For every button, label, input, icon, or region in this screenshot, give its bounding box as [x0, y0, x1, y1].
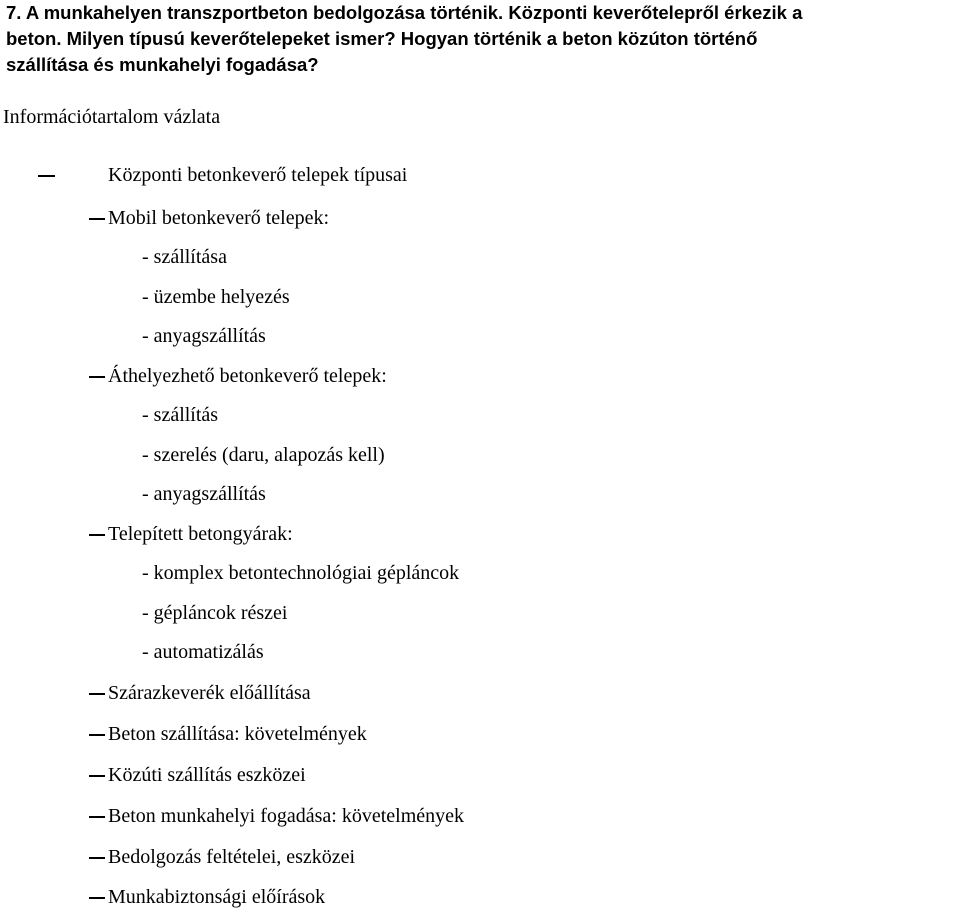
outline-item: [0, 601, 959, 625]
outline-item: [0, 640, 959, 664]
outline-item-text: Mobil betonkeverő telepek:: [108, 207, 330, 229]
outline-item: [0, 245, 959, 269]
dash-bullet: [38, 175, 55, 177]
dash-bullet: [89, 897, 105, 899]
outline-item: [0, 763, 959, 787]
outline-subitem-text: - szállítás: [142, 404, 219, 426]
outline-item: [0, 722, 959, 746]
outline-item-text: Közúti szállítás eszközei: [108, 764, 306, 786]
outline-item: [0, 163, 959, 187]
outline-item: [0, 206, 959, 230]
dash-bullet: [89, 218, 105, 220]
outline-item-text: Munkabiztonsági előírások: [108, 886, 326, 908]
outline-subitem-text: - automatizálás: [142, 641, 264, 663]
outline-item: [0, 681, 959, 705]
outline-subitem-text: - anyagszállítás: [142, 325, 266, 347]
outline-item: [0, 324, 959, 348]
outline-item: [0, 804, 959, 828]
dash-bullet: [89, 693, 105, 695]
outline-subitem-text: - szállítása: [142, 246, 227, 268]
outline-item-text: Telepített betongyárak:: [108, 523, 293, 545]
outline-item-text: Áthelyezhető betonkeverő telepek:: [108, 365, 387, 387]
dash-bullet: [89, 816, 105, 818]
dash-bullet: [89, 775, 105, 777]
outline-item: [0, 845, 959, 869]
dash-bullet: [89, 857, 105, 859]
dash-bullet: [89, 734, 105, 736]
dash-bullet: [89, 376, 105, 378]
outline-item-text: Szárazkeverék előállítása: [108, 682, 311, 704]
outline-item: [0, 885, 959, 909]
outline-item: [0, 482, 959, 506]
outline-heading: Információtartalom vázlata: [3, 106, 221, 128]
outline-subitem-text: - üzembe helyezés: [142, 286, 290, 308]
outline-item-text: Beton szállítása: követelmények: [108, 723, 367, 745]
outline-item-text: Központi betonkeverő telepek típusai: [108, 164, 408, 186]
question-line-1: 7. A munkahelyen transzportbeton bedolgozása történik. Központi keverőtelepről érkezik a: [6, 2, 803, 23]
outline-item: [0, 364, 959, 388]
outline-item-text: Bedolgozás feltételei, eszközei: [108, 846, 356, 868]
outline-item: [0, 561, 959, 585]
outline-subitem-text: - anyagszállítás: [142, 483, 266, 505]
dash-bullet: [89, 534, 105, 536]
question-line-2: beton. Milyen típusú keverőtelepeket ismer? Hogyan történik a beton közúton történő: [6, 28, 758, 49]
outline-item: [0, 403, 959, 427]
outline-subitem-text: - szerelés (daru, alapozás kell): [142, 444, 385, 466]
outline-item-text: Beton munkahelyi fogadása: követelmények: [108, 805, 465, 827]
outline-subitem-text: - komplex betontechnológiai gépláncok: [142, 562, 460, 584]
outline-item: [0, 285, 959, 309]
outline-item: [0, 443, 959, 467]
outline-subitem-text: - gépláncok részei: [142, 602, 288, 624]
outline-item: [0, 522, 959, 546]
question-line-3: szállítása és munkahelyi fogadása?: [6, 54, 319, 75]
